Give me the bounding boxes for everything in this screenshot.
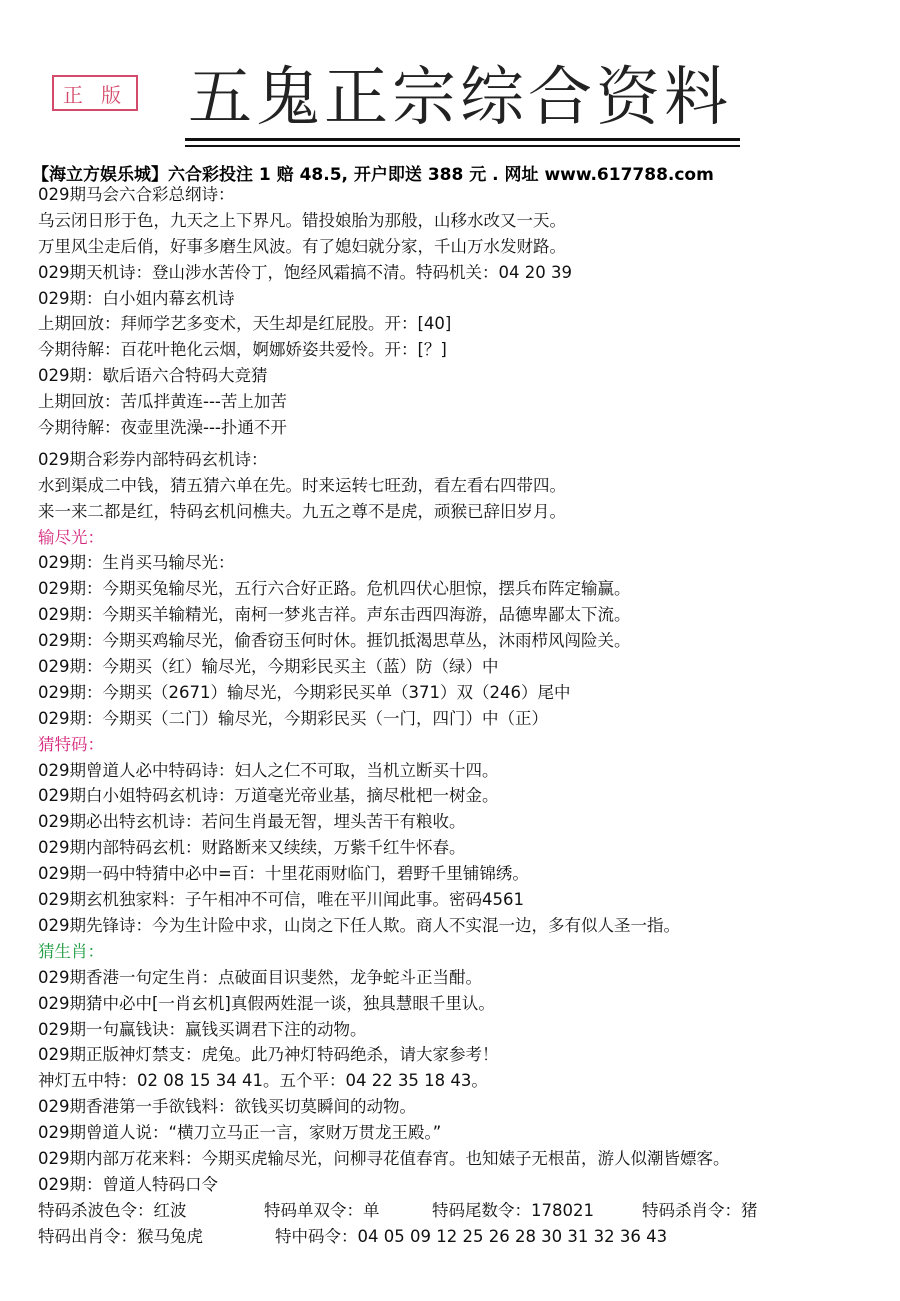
text-line: 029期内部万花来料：今期买虎输尽光，问柳寻花值春宵。也知婊子无根苗，游人似潮皆嫖客。 <box>38 1148 730 1168</box>
order-item: 特码出肖令：猴马兔虎 <box>38 1226 203 1246</box>
title-underline-secondary <box>185 145 740 147</box>
text-line: 乌云闭日形于色，九天之上下界凡。错投娘胎为那般，山移水改又一天。 <box>38 210 566 230</box>
text-line: 029期一句赢钱诀：赢钱买调君下注的动物。 <box>38 1019 367 1039</box>
text-line: 029期：今期买兔输尽光，五行六合好正路。危机四伏心胆惊，摆兵布阵定输赢。 <box>38 579 631 599</box>
text-line: 029期香港一句定生肖：点破面目识斐然，龙争蛇斗正当酣。 <box>38 967 482 987</box>
text-line: 029期一码中特猜中必中=百：十里花雨财临门，碧野千里铺锦绣。 <box>38 864 529 884</box>
section-guess-zodiac <box>38 939 888 1198</box>
final-orders <box>38 1198 888 1250</box>
section-heading: 猜生肖： <box>38 941 104 961</box>
text-line: 万里风尘走后俏，好事多磨生风波。有了媳妇就分家，千山万水发财路。 <box>38 236 566 256</box>
block-internal-poem <box>38 447 888 525</box>
text-line: 今期待解：夜壶里洗澡---扑通不开 <box>38 418 287 438</box>
text-line: 029期猜中必中[一肖玄机]真假两姓混一谈，独具慧眼千里认。 <box>38 993 495 1013</box>
text-line: 029期天机诗：登山涉水苦伶丁，饱经风霜搞不清。特码机关：04 20 39 <box>38 262 572 282</box>
order-item: 特码杀肖令：猪 <box>642 1200 758 1220</box>
text-line: 029期：生肖买马输尽光： <box>38 553 235 573</box>
text-line: 上期回放：苦瓜拌黄连---苦上加苦 <box>38 392 287 412</box>
page-title: 五鬼正宗综合资料 <box>188 61 732 135</box>
ad-banner: 【海立方娱乐城】六合彩投注 1 赔 48.5, 开户即送 388 元 . 网址 www.617788.com <box>32 165 714 185</box>
text-line: 029期玄机独家料：子午相冲不可信，唯在平川闻此事。密码4561 <box>38 890 524 910</box>
text-line: 029期白小姐特码玄机诗：万道毫光帝业基，摘尽枇杷一树金。 <box>38 786 499 806</box>
text-line: 029期：今期买羊输精光，南柯一梦兆吉祥。声东击西四海游，品德卑鄙太下流。 <box>38 605 631 625</box>
text-line: 029期：白小姐内幕玄机诗 <box>38 288 235 308</box>
text-line: 029期：歇后语六合特码大竞猜 <box>38 366 268 386</box>
text-line: 029期必出特玄机诗：若问生肖最无智，埋头苦干有粮收。 <box>38 812 466 832</box>
text-line: 来一来二都是红，特码玄机问樵夫。九五之尊不是虎，顽猴已辞旧岁月。 <box>38 501 566 521</box>
authentic-badge: 正 版 <box>52 75 138 111</box>
text-line: 上期回放：拜师学艺多变术，天生却是红屁股。开：[40] <box>38 314 452 334</box>
text-line: 029期内部特码玄机：财路断来又续续，万紫千红牛怀春。 <box>38 838 466 858</box>
text-line: 神灯五中特：02 08 15 34 41。五个平：04 22 35 18 43。 <box>38 1071 488 1091</box>
section-lose-all <box>38 525 888 732</box>
text-line: 029期马会六合彩总纲诗： <box>38 185 235 204</box>
text-line: 029期：今期买（红）输尽光，今期彩民买主（蓝）防（绿）中 <box>38 657 499 677</box>
section-guess-code <box>38 732 888 939</box>
text-line: 029期曾道人必中特码诗：妇人之仁不可取，当机立断买十四。 <box>38 760 499 780</box>
text-line: 029期：曾道人特码口令 <box>38 1174 218 1194</box>
text-line: 029期：今期买鸡输尽光，偷香窃玉何时休。捱饥抵渴思草丛，沐雨栉风闯险关。 <box>38 631 631 651</box>
text-line: 今期待解：百花叶艳化云烟，婀娜娇姿共爱怜。开：[？] <box>38 340 447 360</box>
order-row <box>38 1224 888 1250</box>
title-underline <box>185 138 740 141</box>
order-item: 特码尾数令：178021 <box>432 1200 594 1220</box>
content <box>38 182 888 1250</box>
order-item: 特中码令：04 05 09 12 25 26 28 30 31 32 36 43 <box>275 1226 668 1246</box>
order-row <box>38 1198 888 1224</box>
text-line: 029期香港第一手欲钱料：欲钱买切莫瞬间的动物。 <box>38 1097 416 1117</box>
text-line: 水到渠成二中钱，猜五猜六单在先。时来运转七旺劲，看左看右四带四。 <box>38 475 566 495</box>
block-general-poems <box>38 182 888 441</box>
text-line: 029期：今期买（二门）输尽光，今期彩民买（一门，四门）中（正） <box>38 708 548 728</box>
section-heading: 输尽光： <box>38 527 104 547</box>
text-line: 029期合彩券内部特码玄机诗： <box>38 449 268 469</box>
section-heading: 猜特码： <box>38 734 104 754</box>
text-line: 029期曾道人说：“横刀立马正一言，家财万贯龙王殿。” <box>38 1123 442 1143</box>
order-item: 特码杀波色令：红波 <box>38 1200 187 1220</box>
text-line: 029期先锋诗：今为生计险中求，山岗之下任人欺。商人不实混一边，多有似人圣一指。 <box>38 915 680 935</box>
text-line: 029期：今期买（2671）输尽光，今期彩民买单（371）双（246）尾中 <box>38 682 571 702</box>
order-item: 特码单双令：单 <box>264 1200 380 1220</box>
text-line: 029期正版神灯禁支：虎兔。此乃神灯特码绝杀，请大家参考！ <box>38 1045 499 1065</box>
